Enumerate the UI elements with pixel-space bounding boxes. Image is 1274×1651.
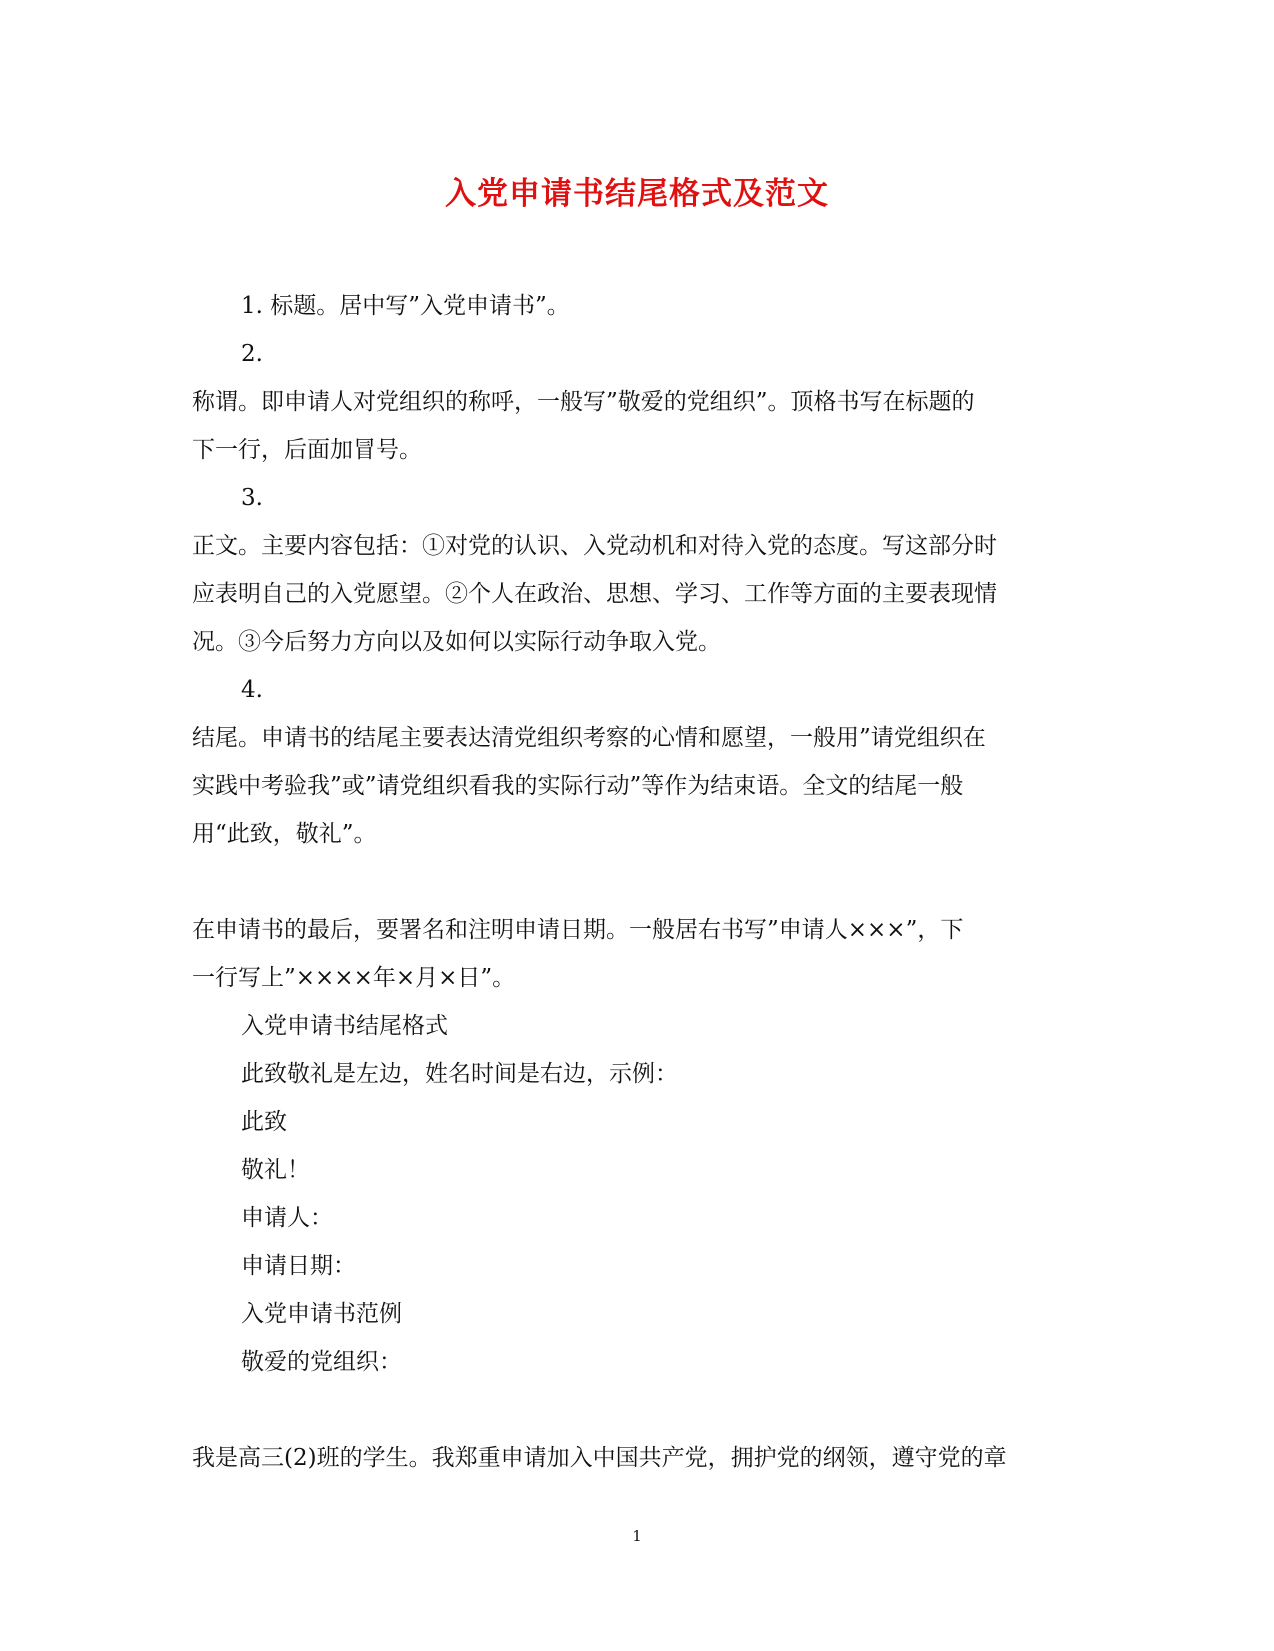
paragraph-text-line: 正文。主要内容包括：①对党的认识、入党动机和对待入党的态度。写这部分时 [192, 533, 997, 559]
paragraph-text-line: 况。③今后努力方向以及如何以实际行动争取入党。 [192, 629, 721, 655]
paragraph-text-line: 应表明自己的入党愿望。②个人在政治、思想、学习、工作等方面的主要表现情 [192, 581, 997, 607]
paragraph-text-line: 实践中考验我”或”请党组织看我的实际行动”等作为结束语。全文的结尾一般 [192, 773, 964, 799]
document-title: 入党申请书结尾格式及范文 [445, 176, 829, 212]
paragraph-text-line: 一行写上”××××年×月×日”。 [192, 965, 516, 991]
paragraph-text-line: 结尾。申请书的结尾主要表达清党组织考察的心情和愿望，一般用”请党组织在 [192, 725, 986, 751]
paragraph-text-line: 称谓。即申请人对党组织的称呼，一般写”敬爱的党组织”。顶格书写在标题的 [192, 389, 975, 415]
paragraph-text-line: 我是高三(2)班的学生。我郑重申请加入中国共产党，拥护党的纲领，遵守党的章 [192, 1445, 1007, 1471]
paragraph-item-1: 1. 标题。居中写”入党申请书”。 [241, 293, 570, 319]
page-number: 1 [632, 1527, 642, 1545]
paragraph-spacer [192, 858, 1072, 906]
paragraph-number-2: 2. [241, 341, 263, 367]
application-date-label: 申请日期： [241, 1253, 356, 1279]
section-heading-format: 入党申请书结尾格式 [241, 1013, 448, 1039]
closing-regards: 敬礼！ [241, 1157, 310, 1183]
paragraph-text-line: 此致敬礼是左边，姓名时间是右边，示例： [241, 1061, 678, 1087]
closing-salutation: 此致 [241, 1109, 287, 1135]
paragraph-number-3: 3. [241, 485, 263, 511]
paragraph-text-line: 下一行，后面加冒号。 [192, 437, 422, 463]
applicant-label: 申请人： [241, 1205, 333, 1231]
paragraph-text-line: 用“此致，敬礼”。 [192, 821, 377, 847]
paragraph-number-4: 4. [241, 677, 263, 703]
paragraph-spacer [192, 1386, 1072, 1434]
document-body [192, 282, 1072, 1482]
paragraph-text-line: 在申请书的最后，要署名和注明申请日期。一般居右书写”申请人×××”，下 [192, 917, 964, 943]
section-heading-example: 入党申请书范例 [241, 1301, 402, 1327]
letter-salutation: 敬爱的党组织： [241, 1349, 402, 1375]
